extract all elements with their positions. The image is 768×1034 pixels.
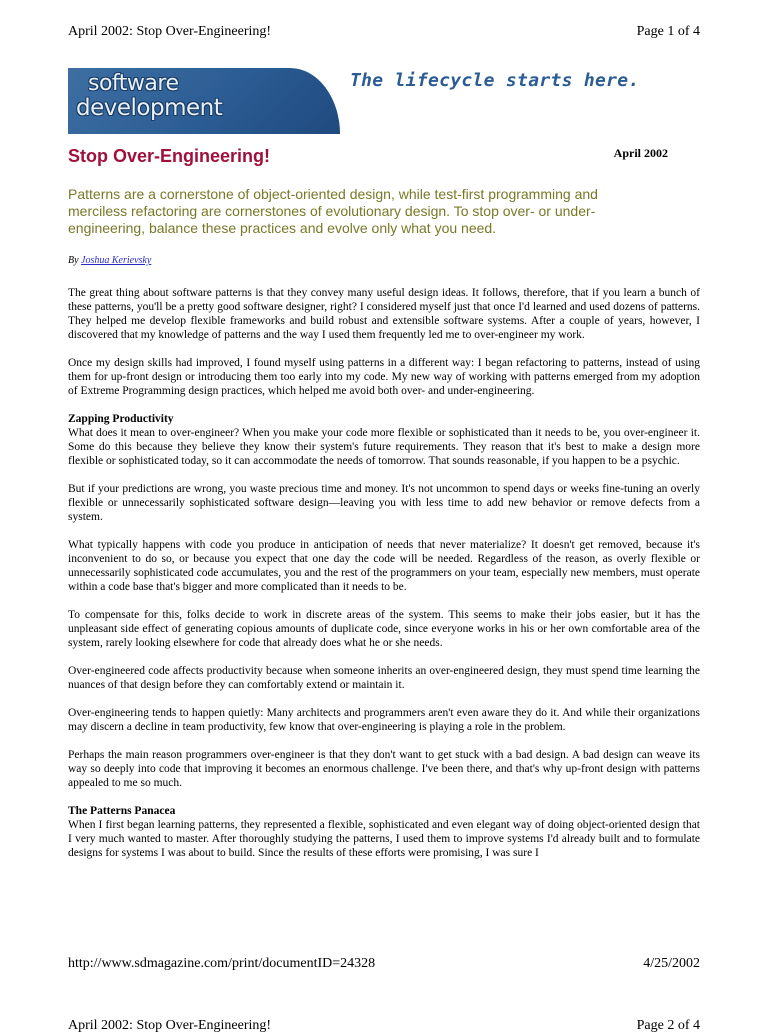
magazine-banner [68, 68, 700, 134]
section-heading: The Patterns Panacea [68, 805, 176, 817]
article-body [68, 286, 700, 874]
page-footer-url: http://www.sdmagazine.com/print/documentID=24328 [68, 956, 376, 971]
byline [68, 255, 151, 266]
paragraph: But if your predictions are wrong, you waste precious time and money. It's not uncommon to spend days or weeks fine-tuning an overly flexible or unnecessarily sophisticated software design—leaving you with less time to add new behavior or remove defects from a system. [68, 483, 700, 523]
page-number: Page 1 of 4 [636, 24, 700, 39]
article-deck: Patterns are a cornerstone of object-oriented design, while test-first programming and merciless refactoring are cornerstones of evolutionary design. To stop over- or under-engineering, balance these practices and evolve only what you need. [68, 186, 598, 236]
next-page-number: Page 2 of 4 [636, 1018, 700, 1033]
logo-line2: development [76, 95, 223, 121]
paragraph: Once my design skills had improved, I found myself using patterns in a different way: I began refactoring to patterns, instead of using them for up-front design or introducing them too early into my code. My new way of working with patterns emerged from my adoption of Extreme Programming design practices, which helped me avoid both over- and under-engineering. [68, 357, 700, 397]
paragraph: To compensate for this, folks decide to work in discrete areas of the system. This seems to make their jobs easier, but it has the unpleasant side effect of generating copious amounts of duplicate code, since everyone works in his or her own comfortable area of the system, rarely looking elsewhere for code that already does what he or she needs. [68, 609, 700, 649]
paragraph: Over-engineered code affects productivity because when someone inherits an over-engineered design, they must spend time learning the nuances of that design before they can comfortably extend or maintain it. [68, 665, 700, 691]
page-header-title: April 2002: Stop Over-Engineering! [68, 24, 272, 39]
byline-prefix: By [68, 255, 79, 266]
author-link[interactable]: Joshua Kerievsky [81, 255, 152, 266]
paragraph: When I first began learning patterns, they represented a flexible, sophisticated and even elegant way of doing object-oriented design that I very much wanted to master. After thoroughly studying the patterns, I used them to improve systems I'd already built and to formulate designs for systems I was about to build. Since the results of these efforts were promising, I was sure I [68, 819, 700, 859]
next-page-header-title: April 2002: Stop Over-Engineering! [68, 1018, 272, 1033]
logo-line1: software [88, 71, 179, 96]
page-footer-date: 4/25/2002 [643, 956, 700, 971]
paragraph: What typically happens with code you produce in anticipation of needs that never materialize? It doesn't get removed, because it's inconvenient to do so, or because you expect that one day the code will be needed. Regardless of the reason, as overly flexible or unnecessarily sophisticated code accumulates, you and the rest of the programmers on your team, especially new members, must operate within a code base that's bigger and more complicated than it needs to be. [68, 539, 700, 593]
paragraph: What does it mean to over-engineer? When you make your code more flexible or sophisticated than it needs to be, you over-engineer it. Some do this because they believe they know their system's future requirements. They reason that it's best to make a design more flexible or sophisticated today, so it can accommodate the needs of tomorrow. That sounds reasonable, if you happen to be a psychic. [68, 427, 700, 467]
paragraph: Over-engineering tends to happen quietly: Many architects and programmers aren't even aware they do it. And while their organizations may discern a decline in team productivity, few know that over-engineering is playing a role in the problem. [68, 707, 700, 733]
section-heading: Zapping Productivity [68, 413, 174, 425]
paragraph: The great thing about software patterns is that they convey many useful design ideas. It follows, therefore, that if you learn a bunch of these patterns, you'll be a pretty good software designer, right? I considered myself just that once I'd learned and used dozens of patterns. They helped me develop flexible frameworks and build robust and extensible software systems. After a couple of years, however, I discovered that my knowledge of patterns and the way I used them frequently led me to over-engineer my work. [68, 287, 700, 341]
logo-icon [68, 68, 340, 134]
paragraph: Perhaps the main reason programmers over-engineer is that they don't want to get stuck with a bad design. A bad design can weave its way so deeply into code that improving it becomes an enormous challenge. I've been there, and that's why up-front design with patterns appealed to me so much. [68, 749, 700, 789]
issue-date: April 2002 [613, 146, 668, 160]
banner-tagline: The lifecycle starts here. [350, 70, 640, 91]
article-title: Stop Over-Engineering! [68, 146, 271, 166]
